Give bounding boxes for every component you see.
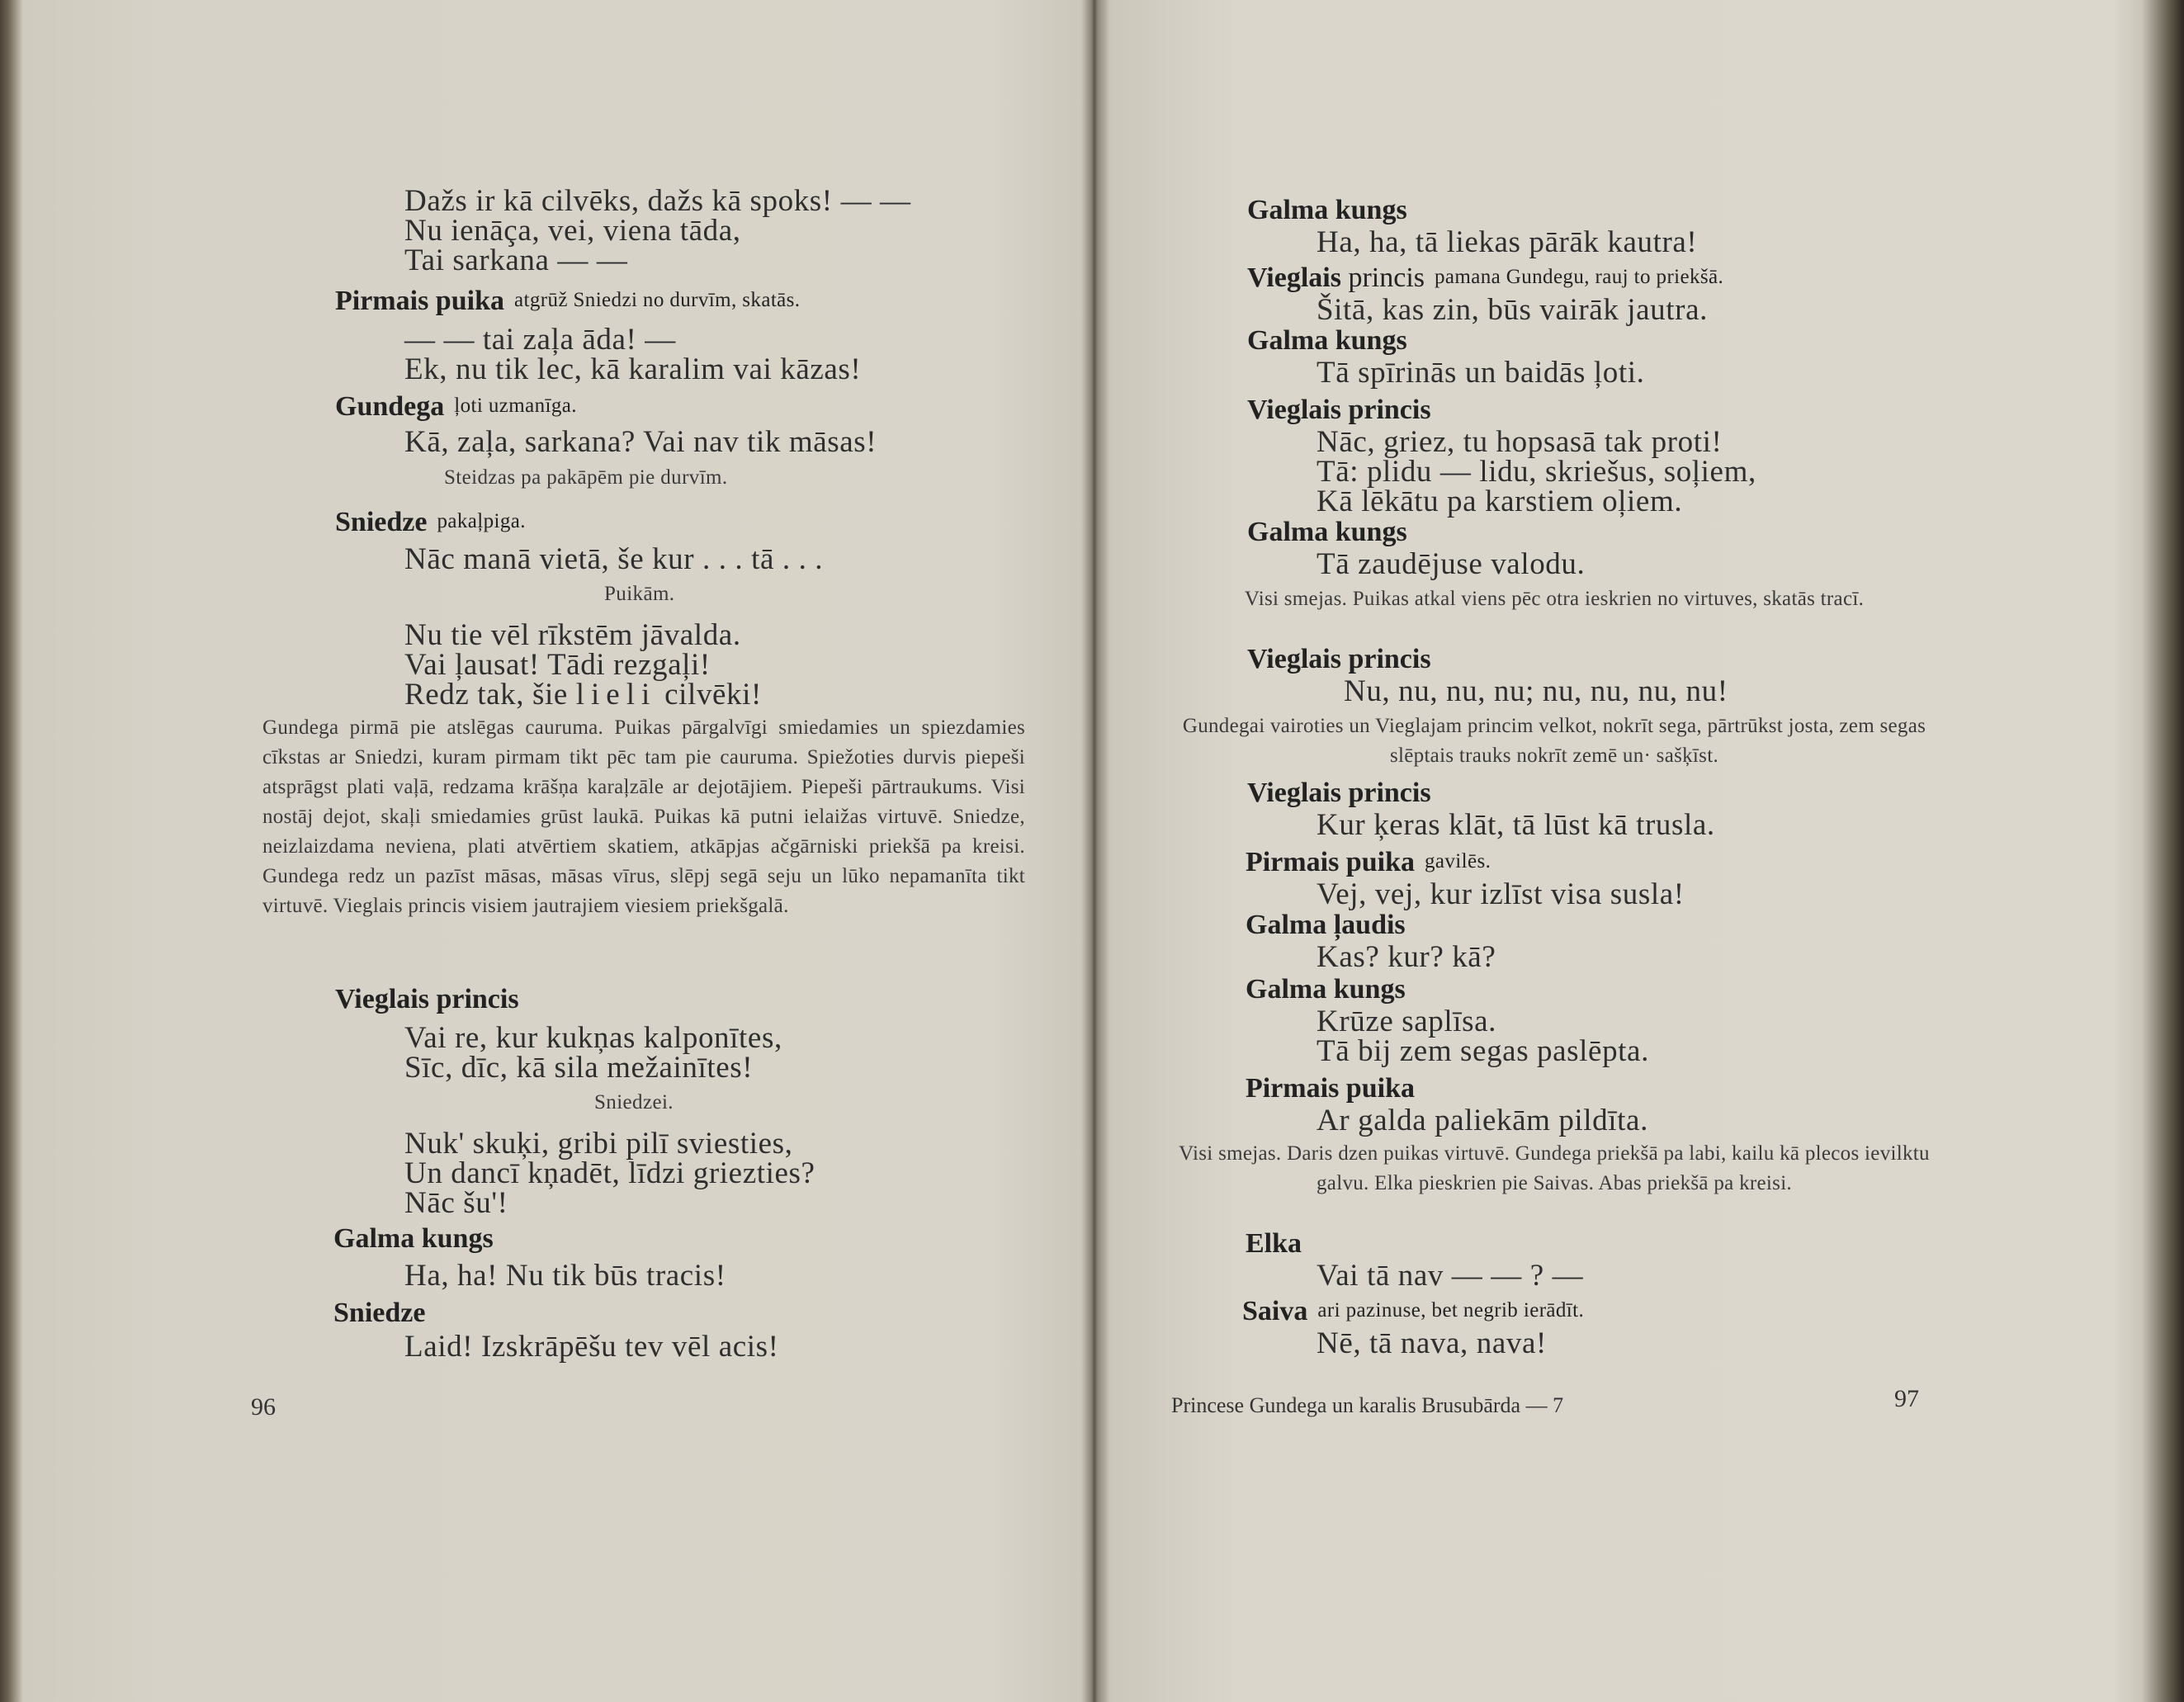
speaker-vieglais-princis: Vieglais princis xyxy=(1247,778,1431,808)
verse-line: Vai re, kur kukņas kalponītes, xyxy=(404,1021,782,1055)
speaker-saiva: Saiva ari pazinuse, bet negrib ierādīt. xyxy=(1242,1296,1585,1326)
speaker-elka: Elka xyxy=(1246,1228,1302,1259)
speaker-vieglais-princis: Vieglais princis xyxy=(1247,644,1431,674)
running-footer: Princese Gundega un karalis Brusubārda — 7 xyxy=(1171,1393,1564,1417)
stage-direction: Sniedzei. xyxy=(594,1091,674,1113)
speaker-galma-kungs: Galma kungs xyxy=(1247,325,1407,356)
verse-line: Ar galda paliekām pildīta. xyxy=(1317,1104,1648,1137)
speaker-vieglais-princis: Vieglais princis pamana Gundegu, rauj to priekšā. xyxy=(1247,262,1724,293)
speaker-sniedze: Sniedze pakaļpiga. xyxy=(335,507,526,537)
verse-line: Nu ienāça, vei, viena tāda, xyxy=(404,214,741,248)
verse-line: Kur ķeras klāt, tā lūst kā trusla. xyxy=(1317,808,1715,842)
verse-line: Nu tie vēl rīkstēm jāvalda. xyxy=(404,618,741,652)
speaker-pirmais-puika: Pirmais puika atgrūž Sniedzi no durvīm, skatās. xyxy=(335,286,801,316)
stage-direction: ari pazinuse, bet negrib ierādīt. xyxy=(1317,1299,1585,1321)
verse-line: — — tai zaļa āda! — xyxy=(404,323,676,357)
speaker-galma-kungs: Galma kungs xyxy=(1246,974,1406,1005)
verse-line: Vai ļausat! Tādi rezgaļi! xyxy=(404,648,711,682)
verse-line: Šitā, kas zin, būs vairāk jautra. xyxy=(1317,293,1708,327)
speaker-vieglais-princis: Vieglais princis xyxy=(335,984,519,1014)
verse-line: Tā bij zem segas paslēpta. xyxy=(1317,1034,1649,1068)
page-number: 96 xyxy=(251,1393,276,1421)
stage-paragraph: Gundega pirmā pie atslēgas cauruma. Puikas pārgalvīgi smiedamies un spiezdamies cīkstas ar Sniedzi, kuram pirmam tikt pēc tam pie cauruma. Spiežoties durvis piepeši atsprāgst plati vaļā, redzama krāšņa karaļzāle ar dejotājiem. Piepeši pārtraukums. Visi nostāj dejot, skaļi smiedamies grūst laukā. Puikas kā putni ielaižas virtuvē. Sniedze, neizlaizdama neviena, plati atvērtiem skatiem, atkāpjas ačgārniski priekšā pa kreisi. Gundega redz un pazīst māsas, māsas vīrus, slēpj segā seju un lūko nepamanīta tikt virtuvē. Vieglais princis visiem jautrajiem viesiem priekšgalā. xyxy=(262,716,1025,917)
verse-line: Tai sarkana — — xyxy=(404,243,628,277)
stage-paragraph: Visi smejas. Puikas atkal viens pēc otra ieskrien no virtuves, skatās tracī. xyxy=(1244,588,1865,610)
stage-direction: Steidzas pa pakāpēm pie durvīm. xyxy=(444,466,728,489)
verse-line: Kas? kur? kā? xyxy=(1317,940,1496,974)
verse-line: Dažs ir kā cilvēks, dažs kā spoks! — — xyxy=(404,184,911,218)
stage-direction: ļoti uzmanīga. xyxy=(454,395,577,417)
verse-line: Kā, zaļa, sarkana? Vai nav tik māsas! xyxy=(404,425,877,459)
verse-line: Nē, tā nava, nava! xyxy=(1317,1326,1547,1360)
stage-direction: gavilēs. xyxy=(1424,850,1491,872)
stage-paragraph: Visi smejas. Daris dzen puikas virtuvē. Gundega priekšā pa labi, kailu kā plecos ievilktu galvu. Elka pieskrien pie Saivas. Abas priekšā pa kreisi. xyxy=(1179,1142,1930,1194)
stage-direction: pamana Gundegu, rauj to priekšā. xyxy=(1435,266,1724,288)
stage-direction: Puikām. xyxy=(604,583,675,605)
speaker-pirmais-puika: Pirmais puika xyxy=(1246,1073,1415,1104)
speaker-galma-kungs: Galma kungs xyxy=(333,1223,494,1254)
stage-direction: pakaļpiga. xyxy=(437,510,526,532)
verse-line: Tā: plidu — lidu, skriešus, soļiem, xyxy=(1317,455,1756,489)
verse-line: Sīc, dīc, kā sila mežainītes! xyxy=(404,1051,754,1085)
verse-line: Nu, nu, nu, nu; nu, nu, nu, nu! xyxy=(1344,674,1728,708)
verse-line: Vai tā nav — — ? — xyxy=(1317,1259,1584,1293)
verse-line: Redz tak, šie lieli cilvēki! xyxy=(404,678,762,712)
speaker-pirmais-puika: Pirmais puika gavilēs. xyxy=(1246,847,1491,877)
verse-line: Nāc manā vietā, še kur . . . tā . . . xyxy=(404,542,824,576)
speaker-galma-laudis: Galma ļaudis xyxy=(1246,910,1406,940)
verse-line: Ha, ha! Nu tik būs tracis! xyxy=(404,1259,726,1293)
speaker-sniedze: Sniedze xyxy=(333,1298,426,1328)
verse-line: Un dancī kņadēt, līdzi griezties? xyxy=(404,1156,815,1190)
right-page xyxy=(1092,0,2184,1702)
verse-line: Ek, nu tik lec, kā karalim vai kāzas! xyxy=(404,352,862,386)
verse-line: Tā spīrinās un baidās ļoti. xyxy=(1317,356,1645,390)
speaker-vieglais-princis: Vieglais princis xyxy=(1247,395,1431,425)
verse-line: Laid! Izskrāpēšu tev vēl acis! xyxy=(404,1330,779,1364)
verse-line: Nāc, griez, tu hopsasā tak proti! xyxy=(1317,425,1723,459)
speaker-galma-kungs: Galma kungs xyxy=(1247,517,1407,547)
stage-paragraph: Gundegai vairoties un Vieglajam princim velkot, nokrīt sega, pārtrūkst josta, zem segas slēptais trauks nokrīt zemē un· sašķīst. xyxy=(1182,715,1926,767)
verse-line: Tā zaudējuse valodu. xyxy=(1317,547,1586,581)
speaker-gundega: Gundega ļoti uzmanīga. xyxy=(335,391,577,422)
verse-line: Vej, vej, kur izlīst visa susla! xyxy=(1317,877,1685,911)
verse-line: Nuk' skuķi, gribi pilī sviesties, xyxy=(404,1127,793,1161)
page-number: 97 xyxy=(1894,1385,1919,1412)
verse-line: Nāc šu'! xyxy=(404,1186,508,1220)
verse-line: Krūze saplīsa. xyxy=(1317,1005,1496,1038)
speaker-galma-kungs: Galma kungs xyxy=(1247,195,1407,225)
verse-line: Kā lēkātu pa karstiem oļiem. xyxy=(1317,485,1683,518)
verse-line: Ha, ha, tā liekas pārāk kautra! xyxy=(1317,225,1698,259)
stage-direction: atgrūž Sniedzi no durvīm, skatās. xyxy=(513,289,801,311)
